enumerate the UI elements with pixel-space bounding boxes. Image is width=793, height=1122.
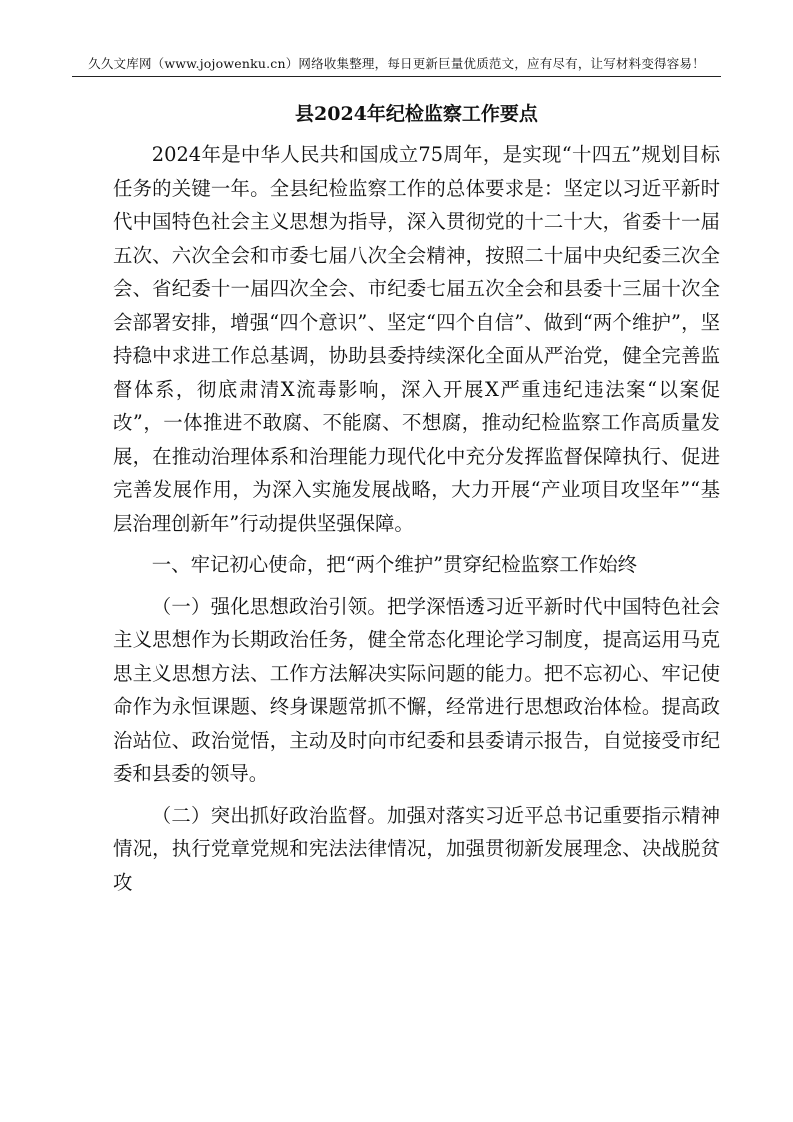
page-header	[72, 54, 721, 77]
item-paragraph-2: （二）突出抓好政治监督。加强对落实习近平总书记重要指示精神情况，执行党章党规和宪法法律情况，加强贯彻新发展理念、决战脱贫攻	[113, 803, 720, 894]
document-title: 县2024年纪检监察工作要点	[295, 103, 538, 125]
item-paragraph-1: （一）强化思想政治引领。把学深悟透习近平新时代中国特色社会主义思想作为长期政治任务，健全常态化理论学习制度，提高运用马克思主义思想方法、工作方法解决实际问题的能力。把不忘初心、牢记使命作为永恒课题、终身课题常抓不懈，经常进行思想政治体检。提高政治站位、政治觉悟，主动及时向市纪委和县委请示报告，自觉接受市纪委和县委的领导。	[113, 594, 720, 785]
intro-paragraph: 2024年是中华人民共和国成立75周年，是实现“十四五”规划目标任务的关键一年。全县纪检监察工作的总体要求是：坚定以习近平新时代中国特色社会主义思想为指导，深入贯彻党的十二十大，省委十一届五次、六次全会和市委七届八次全会精神，按照二十届中央纪委三次全会、省纪委十一届四次全会、市纪委七届五次全会和县委十三届十次全会部署安排，增强“四个意识”、坚定“四个自信”、做到“两个维护”，坚持稳中求进工作总基调，协助县委持续深化全面从严治党，健全完善监督体系，彻底肃清X流毒影响，深入开展X严重违纪违法案“以案促改”，一体推进不敢腐、不能腐、不想腐，推动纪检监察工作高质量发展，在推动治理体系和治理能力现代化中充分发挥监督保障执行、促进完善发展作用，为深入实施发展战略，大力开展“产业项目攻坚年”“基层治理创新年”行动提供坚强保障。	[113, 143, 720, 535]
document-body	[113, 98, 720, 899]
paragraph-gap	[113, 791, 720, 799]
section-heading-1: 一、牢记初心使命，把“两个维护”贯穿纪检监察工作始终	[151, 553, 637, 576]
header-text: 久久文库网（www.jojowenku.cn）网络收集整理，每日更新巨量优质范文，应有尽有，让写材料变得容易！	[88, 56, 705, 71]
